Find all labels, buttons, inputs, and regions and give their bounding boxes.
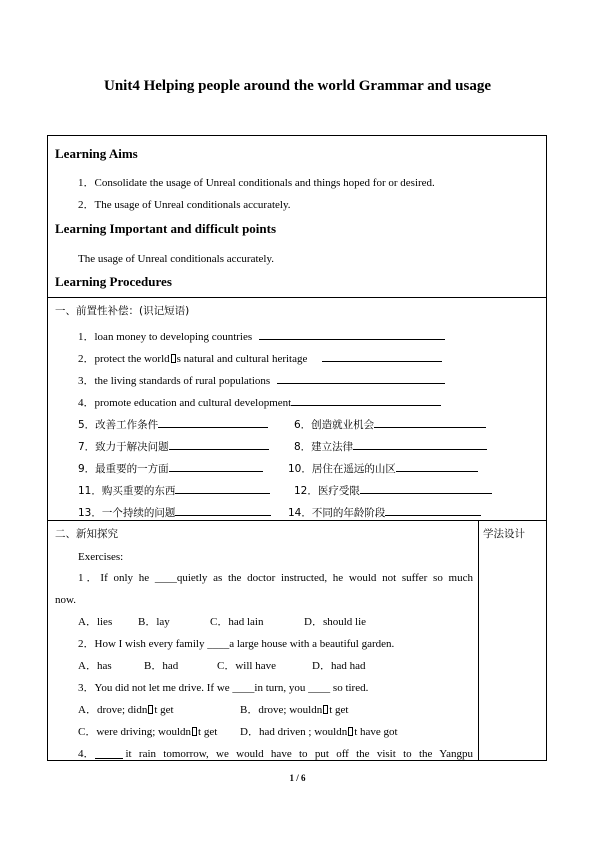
q3-option-d-text: t have got bbox=[354, 726, 398, 738]
question-4-text: it rain tomorrow, we would have to put off the visit to the Yangpu bbox=[125, 748, 473, 760]
missing-glyph-icon bbox=[192, 727, 197, 736]
cn-text-10: 10．居住在遥远的山区 bbox=[288, 463, 396, 475]
section2-heading: 二、新知探究 bbox=[55, 528, 118, 540]
phrase-text-3: 3．the living standards of rural populations bbox=[78, 375, 271, 387]
cn-item-7 bbox=[78, 438, 269, 454]
cn-item-11 bbox=[78, 482, 270, 498]
section1-heading: 一、前置性补偿：(识记短语) bbox=[55, 305, 190, 317]
answer-blank[interactable] bbox=[169, 460, 263, 472]
points-heading: Learning Important and difficult points bbox=[55, 221, 277, 236]
cn-item-5 bbox=[78, 416, 268, 432]
cn-item-8 bbox=[294, 438, 487, 454]
row-divider-2 bbox=[47, 520, 547, 521]
cn-item-10 bbox=[288, 460, 478, 476]
q1-option-d[interactable]: D．should lie bbox=[304, 616, 367, 628]
q3-option-c[interactable] bbox=[78, 725, 217, 739]
answer-blank[interactable] bbox=[291, 394, 441, 406]
q3-option-d-text: D．had driven ; wouldn bbox=[240, 726, 348, 738]
q2-option-a[interactable]: A．has bbox=[78, 660, 112, 672]
q3-option-b-text: t get bbox=[329, 704, 349, 716]
missing-glyph-icon bbox=[148, 705, 153, 714]
aim-item-2: 2．The usage of Unreal conditionals accurately. bbox=[78, 199, 291, 211]
q3-option-b-text: B．drove; wouldn bbox=[240, 704, 323, 716]
method-design-heading: 学法设计 bbox=[483, 528, 525, 540]
question-4 bbox=[78, 747, 473, 761]
cn-text-6: 6．创造就业机会 bbox=[294, 419, 375, 431]
points-text: The usage of Unreal conditionals accurately. bbox=[78, 253, 274, 265]
question-1: 1．If only he ____quietly as the doctor instructed, he would not suffer so much bbox=[78, 572, 473, 584]
question-3: 3．You did not let me drive. If we ____in turn, you ____ so tired. bbox=[78, 682, 369, 694]
q1-option-a[interactable]: A．lies bbox=[78, 616, 113, 628]
answer-blank[interactable] bbox=[175, 482, 270, 494]
page-title: Unit4 Helping people around the world Grammar and usage bbox=[104, 78, 491, 94]
q3-option-d[interactable] bbox=[240, 725, 398, 739]
cn-text-8: 8．建立法律 bbox=[294, 441, 354, 453]
cn-text-9: 9．最重要的一方面 bbox=[78, 463, 169, 475]
q1-option-c[interactable]: C．had lain bbox=[210, 616, 264, 628]
question-1-cont: now. bbox=[55, 594, 76, 606]
phrase-item-4 bbox=[78, 394, 441, 410]
q3-option-a-text: A．drove; didn bbox=[78, 704, 148, 716]
phrase-text-4: 4．promote education and cultural development bbox=[78, 397, 292, 409]
phrase-text-1: 1．loan money to developing countries bbox=[78, 331, 253, 343]
answer-blank[interactable] bbox=[360, 482, 492, 494]
phrase-text-2b: s natural and cultural heritage bbox=[176, 353, 308, 365]
aim-item-1: 1．Consolidate the usage of Unreal conditionals and things hoped for or desired. bbox=[78, 177, 435, 189]
cn-item-12 bbox=[294, 482, 492, 498]
q3-option-c-text: C．were driving; wouldn bbox=[78, 726, 192, 738]
answer-blank[interactable] bbox=[385, 504, 481, 516]
missing-glyph-icon bbox=[171, 354, 176, 363]
answer-blank[interactable] bbox=[259, 328, 445, 340]
procedures-heading: Learning Procedures bbox=[55, 274, 172, 289]
row-divider-1 bbox=[47, 297, 547, 298]
column-divider bbox=[478, 520, 479, 761]
cn-text-5: 5．改善工作条件 bbox=[78, 419, 159, 431]
q3-option-a[interactable] bbox=[78, 703, 174, 717]
phrase-item-1 bbox=[78, 328, 445, 344]
answer-blank[interactable] bbox=[374, 416, 486, 428]
q3-option-c-text: t get bbox=[198, 726, 218, 738]
answer-blank[interactable] bbox=[396, 460, 478, 472]
cn-text-13: 13．一个持续的问题 bbox=[78, 507, 176, 519]
cn-item-13 bbox=[78, 504, 271, 520]
q1-option-b[interactable]: B．lay bbox=[138, 616, 170, 628]
exercises-label: Exercises: bbox=[78, 551, 124, 563]
question-2: 2．How I wish every family ____a large house with a beautiful garden. bbox=[78, 638, 395, 650]
phrase-item-3 bbox=[78, 372, 445, 388]
missing-glyph-icon bbox=[323, 705, 328, 714]
answer-blank[interactable] bbox=[322, 350, 442, 362]
q2-option-b[interactable]: B．had bbox=[144, 660, 179, 672]
q2-option-d[interactable]: D．had had bbox=[312, 660, 366, 672]
phrase-item-2 bbox=[78, 350, 442, 366]
phrase-text-2a: 2．protect the world bbox=[78, 353, 170, 365]
question-4-number: 4． bbox=[78, 748, 95, 760]
page-number: 1 / 6 bbox=[289, 773, 306, 783]
q3-option-b[interactable] bbox=[240, 703, 348, 717]
cn-item-6 bbox=[294, 416, 486, 432]
cn-text-14: 14．不同的年龄阶段 bbox=[288, 507, 386, 519]
cn-item-14 bbox=[288, 504, 481, 520]
q3-option-a-text: t get bbox=[154, 704, 174, 716]
answer-blank[interactable] bbox=[95, 747, 123, 759]
q2-option-c[interactable]: C．will have bbox=[217, 660, 276, 672]
answer-blank[interactable] bbox=[277, 372, 445, 384]
aims-heading: Learning Aims bbox=[55, 146, 138, 161]
cn-text-7: 7．致力于解决问题 bbox=[78, 441, 169, 453]
answer-blank[interactable] bbox=[158, 416, 268, 428]
cn-text-11: 11．购买重要的东西 bbox=[78, 485, 176, 497]
missing-glyph-icon bbox=[348, 727, 353, 736]
cn-item-9 bbox=[78, 460, 263, 476]
answer-blank[interactable] bbox=[169, 438, 269, 450]
answer-blank[interactable] bbox=[175, 504, 271, 516]
answer-blank[interactable] bbox=[353, 438, 487, 450]
cn-text-12: 12．医疗受限 bbox=[294, 485, 360, 497]
